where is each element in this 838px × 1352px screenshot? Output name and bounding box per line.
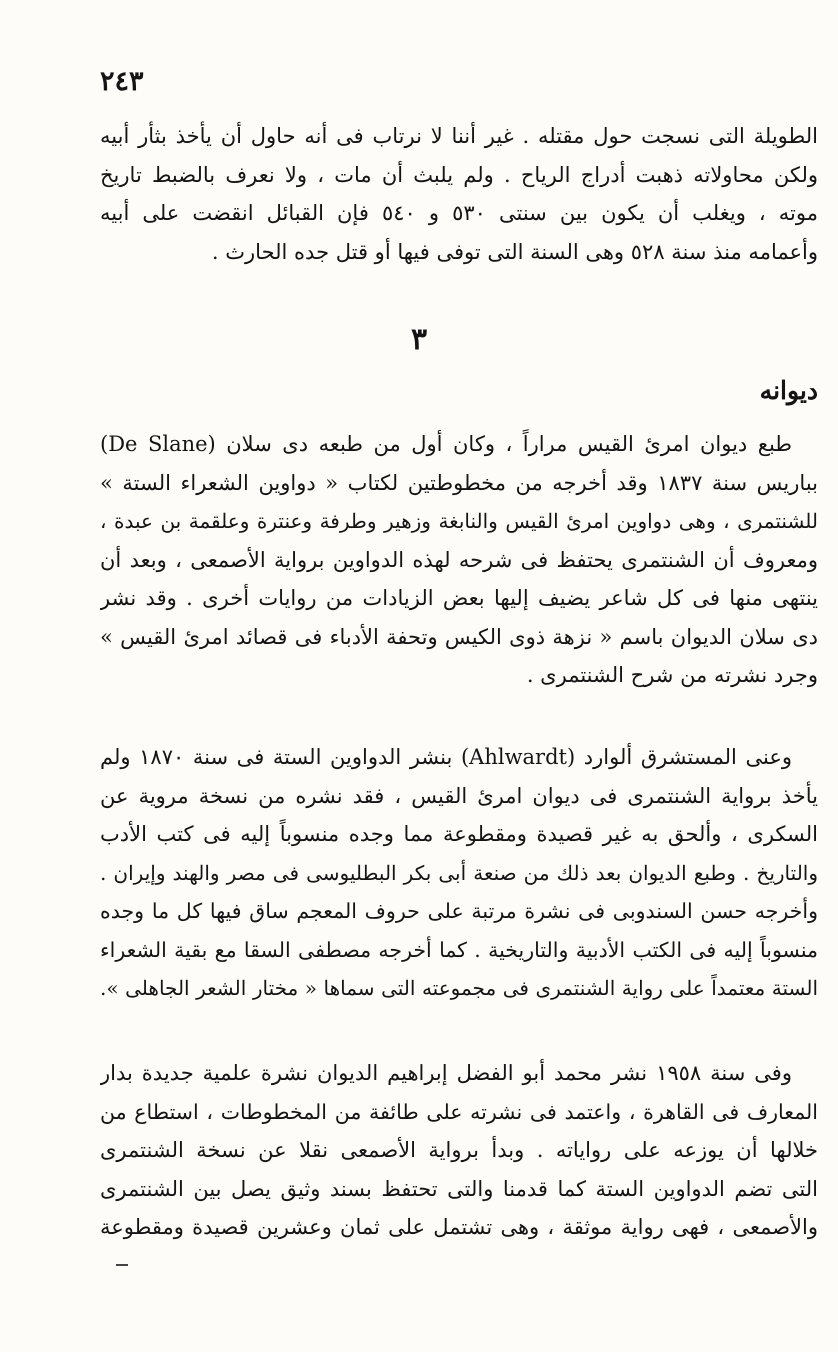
text-line: موته ، ويغلب أن يكون بين سنتى ٥٣٠ و ٥٤٠ فإن القبائل انقضت على أبيه xyxy=(100,201,818,225)
text-line: وأعمامه منذ سنة ٥٢٨ وهى السنة التى توفى فيها أو قتل جده الحارث . xyxy=(211,239,818,264)
text-line: دى سلان الديوان باسم « نزهة ذوى الكيس وتحفة الأدباء فى قصائد امرئ القيس » xyxy=(100,624,818,649)
page-mark xyxy=(116,1264,128,1266)
text-line: للشنتمرى ، وهى دواوين امرئ القيس والنابغة وزهير وطرفة وعنترة وعلقمة بن عبدة ، xyxy=(100,509,818,533)
text-line: بباريس سنة ١٨٣٧ وقد أخرجه من مخطوطتين لكتاب « دواوين الشعراء الستة » xyxy=(100,470,818,495)
text-line: وفى سنة ١٩٥٨ نشر محمد أبو الفضل إبراهيم الديوان نشرة علمية جديدة بدار xyxy=(100,1061,792,1085)
paragraph-2 xyxy=(100,425,818,695)
text-line: وأخرجه حسن السندوبى فى نشرة مرتبة على حروف المعجم ساق فيها كل ما وجده xyxy=(100,899,818,923)
section-title: ديوانه xyxy=(759,376,818,405)
text-line: يأخذ برواية الشنتمرى فى ديوان امرئ القيس ، فقد نشره من نسخة مروية عن xyxy=(100,783,818,808)
text-line: ومعروف أن الشنتمرى يحتفظ فى شرحه لهذه الدواوين برواية الأصمعى ، وبعد أن xyxy=(100,547,818,572)
text-line: وعنى المستشرق ألوارد (Ahlwardt) بنشر الدواوين الستة فى سنة ١٨٧٠ ولم xyxy=(100,745,792,769)
text-line: والأصمعى ، فهى رواية موثقة ، وهى تشتمل على ثمان وعشرين قصيدة ومقطوعة xyxy=(100,1215,818,1239)
section-number: ٣ xyxy=(410,322,428,357)
text-line: والتاريخ . وطبع الديوان بعد ذلك من صنعة أبى بكر البطليوسى فى مصر والهند وإيران . xyxy=(100,860,818,885)
text-line: ينتهى منها فى كل شاعر يضيف إليها بعض الزيادات من روايات أخرى . وقد نشر xyxy=(100,586,818,610)
text-line: طبع ديوان امرئ القيس مراراً ، وكان أول من طبعه دى سلان (De Slane) xyxy=(100,432,792,456)
text-line: المعارف فى القاهرة ، واعتمد فى نشرته على طائفة من المخطوطات ، استطاع من xyxy=(100,1099,818,1124)
text-line: الطويلة التى نسجت حول مقتله . غير أننا لا نرتاب فى أنه حاول أن يأخذ بثأر أبيه xyxy=(100,124,818,148)
text-line: منسوباً إليه فى الكتب الأدبية والتاريخية . كما أخرجه مصطفى السقا مع بقية الشعراء xyxy=(100,937,818,962)
text-line: ولكن محاولاته ذهبت أدراج الرياح . ولم يلبث أن مات ، ولا نعرف بالضبط تاريخ xyxy=(100,162,818,187)
paragraph-3 xyxy=(100,738,818,1008)
text-line: وجرد نشرته من شرح الشنتمرى . xyxy=(526,663,818,687)
paragraph-4 xyxy=(100,1054,818,1247)
paragraph-1 xyxy=(100,117,818,271)
text-line: خلالها أن يوزعه على رواياته . وبدأ برواية الأصمعى نقلا عن نسخة الشنتمرى xyxy=(100,1138,818,1162)
text-line: السكرى ، وألحق به غير قصيدة ومقطوعة مما وجده منسوباً إليه فى كتب الأدب xyxy=(100,822,818,846)
text-line: الستة معتمداً على رواية الشنتمرى فى مجموعته التى سماها « مختار الشعر الجاهلى ». xyxy=(100,976,818,1000)
text-line: التى تضم الدواوين الستة كما قدمنا والتى تحتفظ بسند وثيق يصل بين الشنتمرى xyxy=(100,1176,818,1201)
page-number: ٢٤٣ xyxy=(100,66,144,97)
